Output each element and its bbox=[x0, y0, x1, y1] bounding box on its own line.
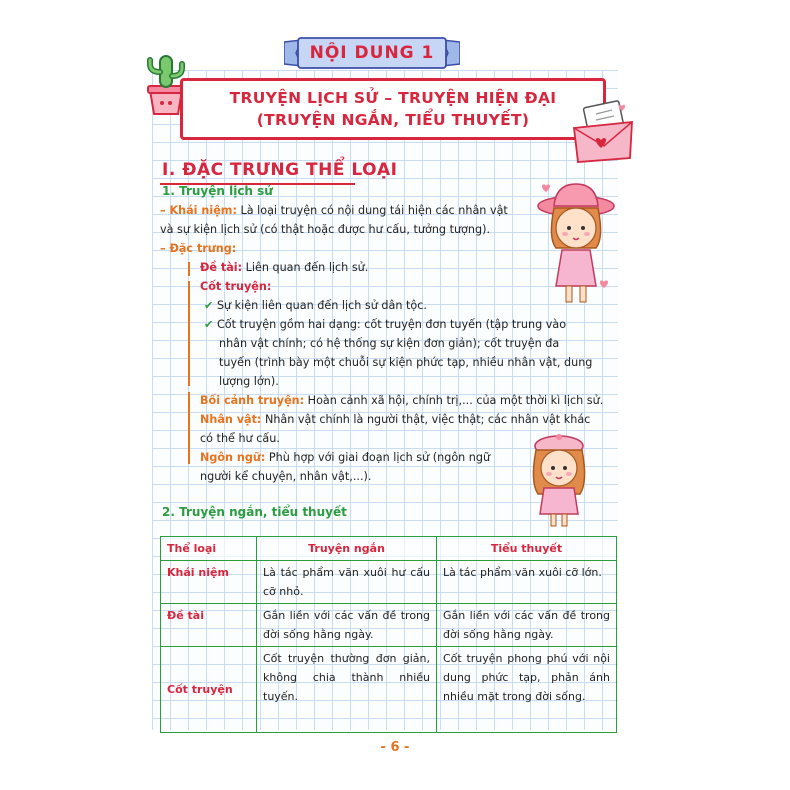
table-row-label: Khái niệm bbox=[161, 561, 257, 604]
table-header-short-story: Truyện ngắn bbox=[257, 537, 437, 561]
table-cell-novel: Gắn liền với các vấn đề trong đời sống hằng ngày. bbox=[437, 604, 617, 647]
plot-item-2-line-3: tuyến (trình bày một chuỗi sự kiện phức tạp, nhiều nhân vật, dung bbox=[219, 356, 593, 369]
language-line bbox=[200, 448, 520, 467]
topic-text: Liên quan đến lịch sử. bbox=[242, 261, 369, 274]
part1-title: 1. Truyện lịch sử bbox=[162, 184, 273, 198]
title-line-2: (TRUYỆN NGẮN, TIỂU THUYẾT) bbox=[256, 111, 530, 129]
topic-line bbox=[200, 258, 368, 277]
plot-item-2-line-4: lượng lớn). bbox=[219, 375, 279, 388]
table-header-novel: Tiểu thuyết bbox=[437, 537, 617, 561]
table-cell-novel: Cốt truyện phong phú với nội dung phức tạp, phản ánh nhiều mặt trong đời sống. bbox=[437, 647, 617, 733]
plot-label: Cốt truyện: bbox=[200, 280, 272, 293]
part2-title: 2. Truyện ngắn, tiểu thuyết bbox=[162, 505, 347, 519]
banner-label: NỘI DUNG 1 bbox=[309, 43, 435, 63]
girl-beret-illustration bbox=[524, 432, 594, 528]
table-header-genre: Thể loại bbox=[161, 537, 257, 561]
check-icon: ✔ bbox=[204, 318, 214, 331]
topic-label: Đề tài: bbox=[200, 261, 243, 274]
plot-item-2 bbox=[204, 315, 616, 334]
table-row bbox=[161, 561, 617, 604]
character-label: Nhân vật: bbox=[200, 413, 262, 426]
language-text-2: người kể chuyện, nhân vật,...). bbox=[200, 470, 372, 483]
context-text: Hoàn cảnh xã hội, chính trị,... của một thời kì lịch sử. bbox=[304, 394, 604, 407]
table-cell-novel: Là tác phẩm văn xuôi cỡ lớn. bbox=[437, 561, 617, 604]
table-header-row bbox=[161, 537, 617, 561]
concept-line-1 bbox=[160, 201, 540, 220]
language-label: Ngôn ngữ: bbox=[200, 451, 266, 464]
girl-pink-hat-illustration bbox=[534, 182, 618, 310]
character-line bbox=[200, 410, 616, 429]
title-box bbox=[180, 78, 606, 140]
bracket-2 bbox=[188, 281, 190, 386]
context-line bbox=[200, 391, 616, 410]
content-banner bbox=[284, 36, 460, 70]
table-row bbox=[161, 647, 617, 733]
plot-item-1-text: Sự kiện liên quan đến lịch sử dân tộc. bbox=[216, 299, 427, 312]
concept-text-2: và sự kiện lịch sử (có thật hoặc được hư cấu, tưởng tượng). bbox=[160, 223, 490, 236]
plot-item-2-line-1: Cốt truyện gồm hai dạng: cốt truyện đơn tuyến (tập trung vào bbox=[216, 318, 567, 331]
table-cell-short-story: Là tác phẩm văn xuôi hư cấu cỡ nhỏ. bbox=[257, 561, 437, 604]
comparison-table bbox=[160, 536, 617, 733]
plot-item-2-line-2: nhân vật chính; có hệ thống sự kiện đơn giản); cốt truyện đa bbox=[219, 337, 560, 350]
context-label: Bối cảnh truyện: bbox=[200, 394, 305, 407]
bracket-1 bbox=[188, 262, 190, 276]
language-text-1: Phù hợp với giai đoạn lịch sử (ngôn ngữ bbox=[265, 451, 491, 464]
check-icon: ✔ bbox=[204, 299, 214, 312]
table-row-label: Đề tài bbox=[161, 604, 257, 647]
page-number: - 6 - bbox=[380, 740, 410, 755]
concept-text-1: Là loại truyện có nội dung tái hiện các nhân vật bbox=[236, 204, 508, 217]
table-row-label: Cốt truyện bbox=[161, 647, 257, 733]
table-row bbox=[161, 604, 617, 647]
table-cell-short-story: Gắn liền với các vấn đề trong đời sống hằng ngày. bbox=[257, 604, 437, 647]
title-line-1: TRUYỆN LỊCH SỬ – TRUYỆN HIỆN ĐẠI bbox=[229, 89, 557, 107]
envelope-hearts-icon bbox=[568, 100, 638, 166]
features-label: – Đặc trưng: bbox=[160, 242, 237, 255]
character-text-2: có thể hư cấu. bbox=[200, 432, 280, 445]
section-heading: I. ĐẶC TRƯNG THỂ LOẠI bbox=[162, 160, 398, 180]
bracket-3 bbox=[188, 392, 190, 464]
character-text-1: Nhân vật chính là người thật, việc thật; các nhân vật khác bbox=[261, 413, 591, 426]
concept-label: – Khái niệm: bbox=[160, 204, 237, 217]
table-cell-short-story: Cốt truyện thường đơn giản, không chia thành nhiều tuyến. bbox=[257, 647, 437, 733]
